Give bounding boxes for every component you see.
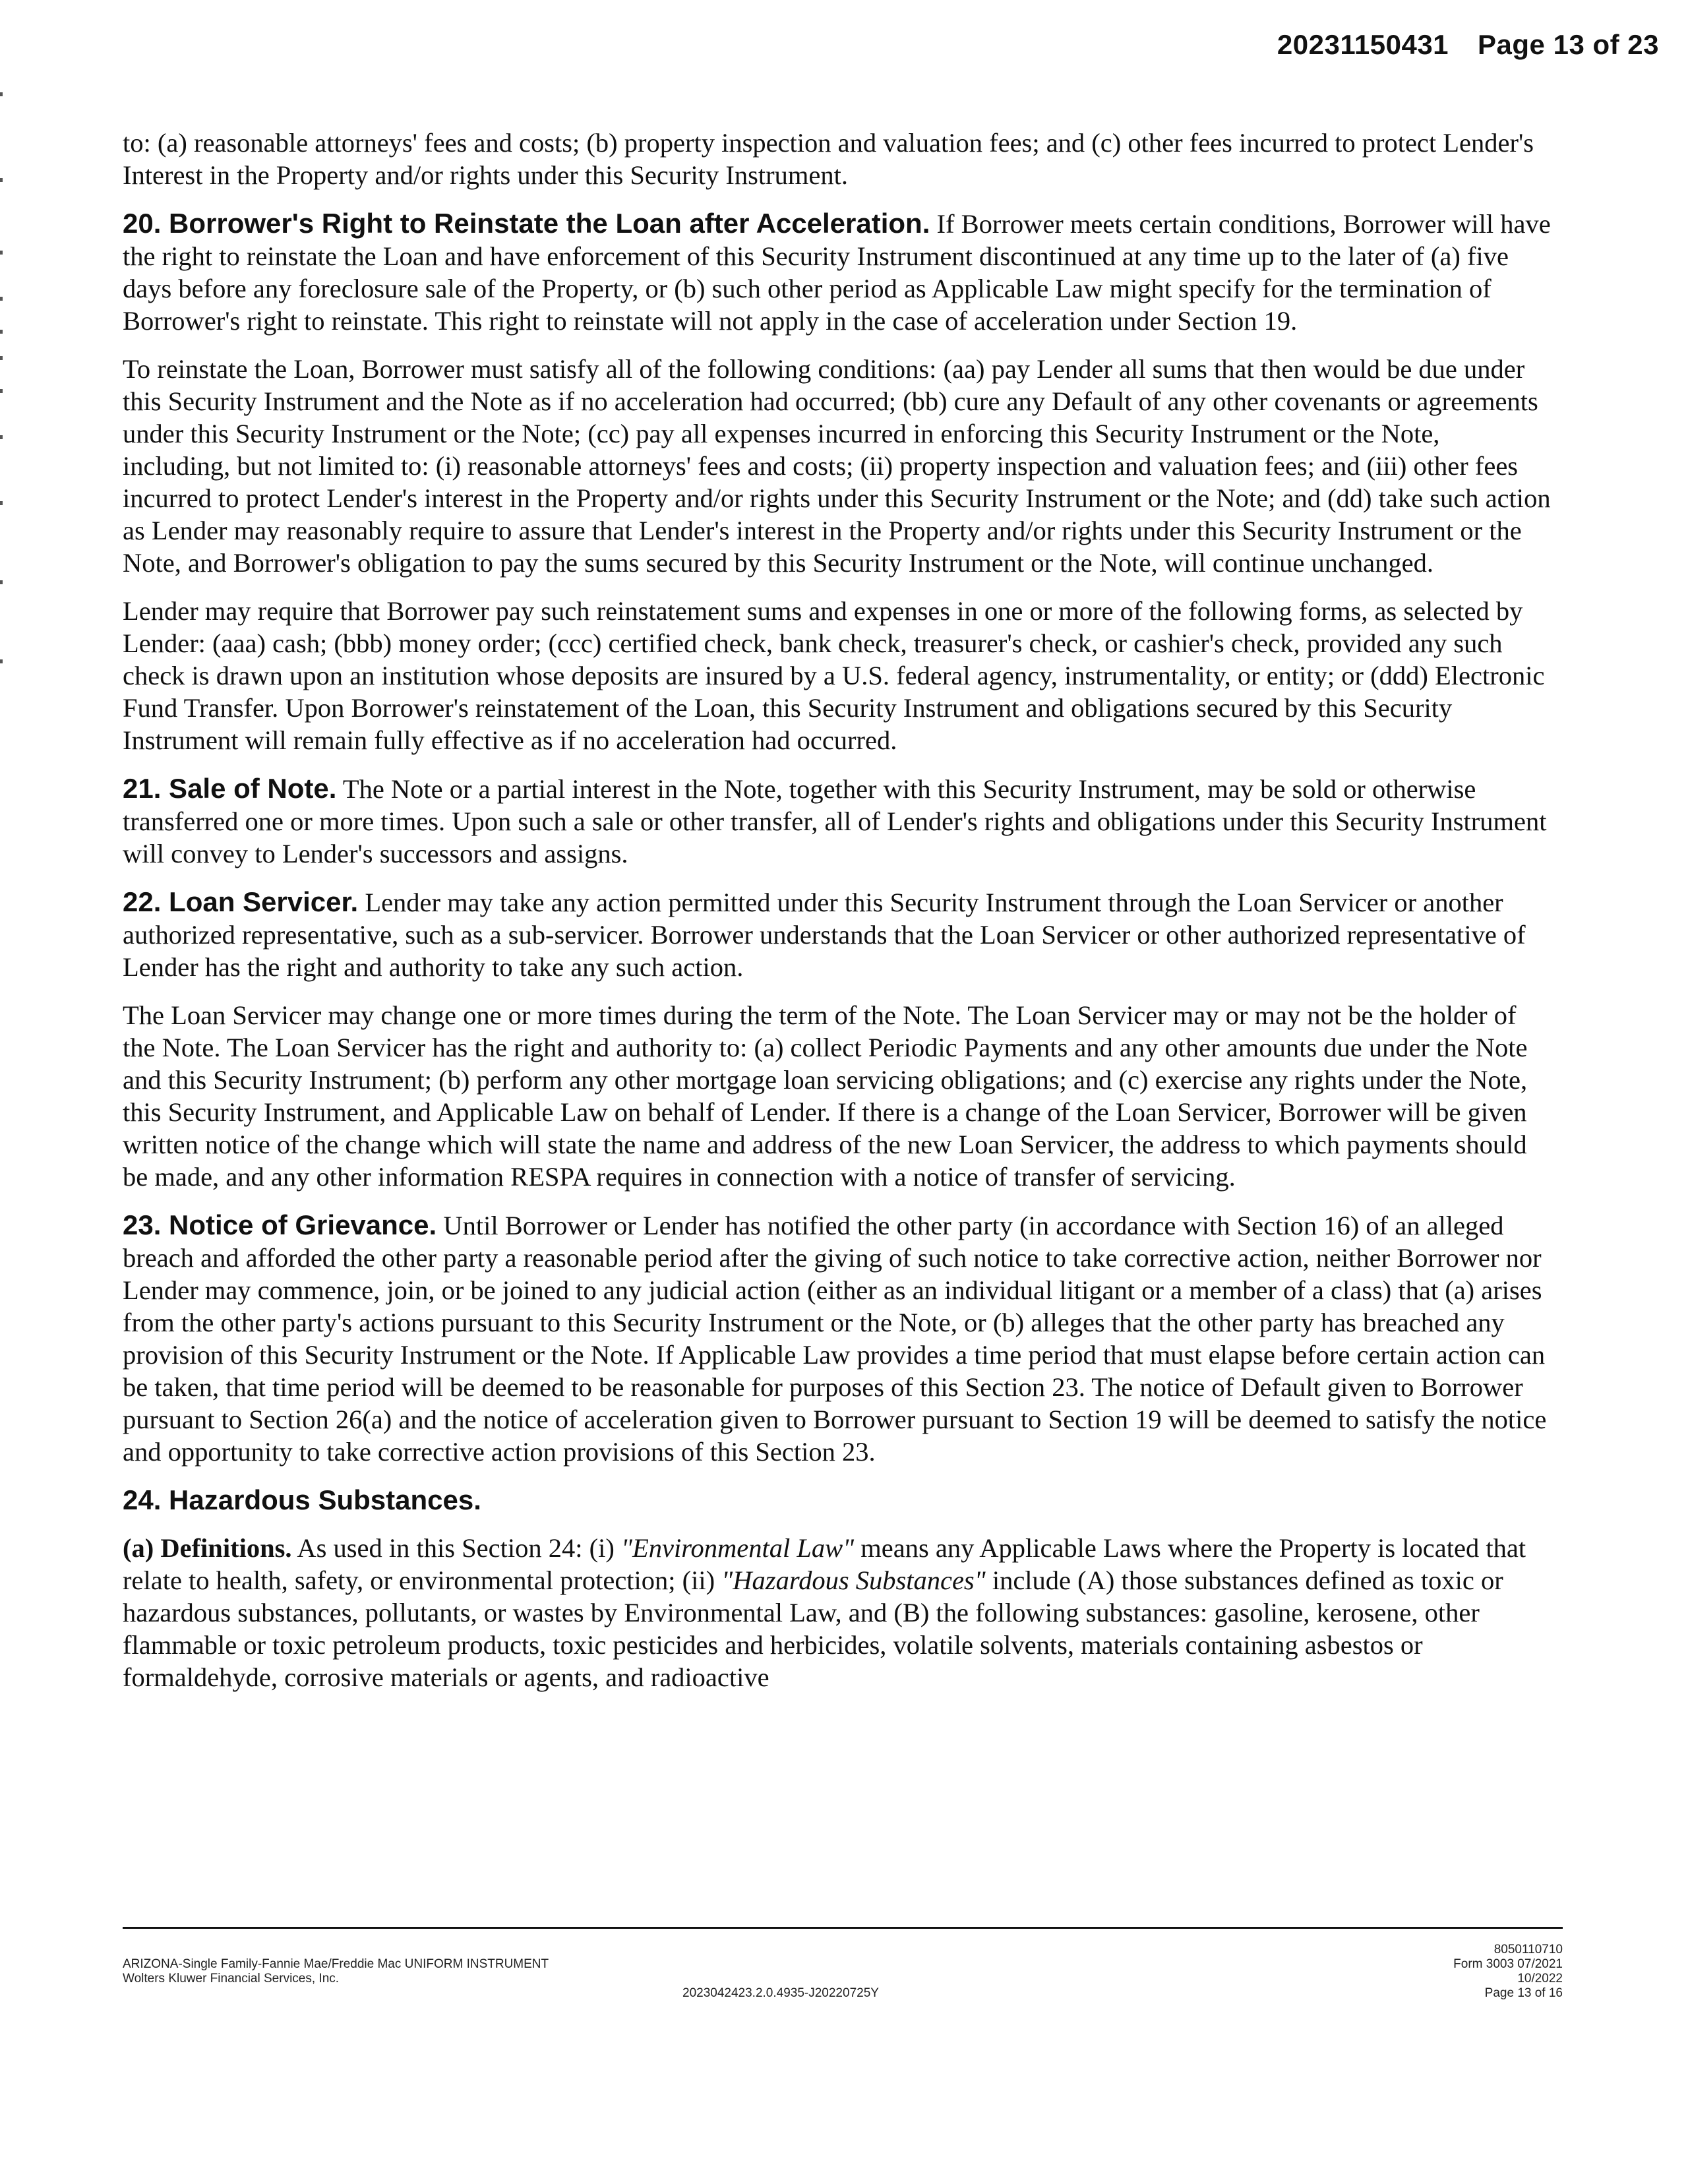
- footer-form-title: ARIZONA-Single Family-Fannie Mae/Freddie Mac UNIFORM INSTRUMENT: [123, 1957, 549, 1971]
- section-24a-label: (a) Definitions.: [123, 1533, 292, 1563]
- section-20-text-1: If Borrower meets certain conditions, Borrower will have the right to reinstate the Loan and have enforcement of this Security Instrument discontinued at any time up to the later of (a) five days before any foreclosure sale of the Property, or (b) such other period as Applicable Law might specify for the termination of Borrower's right to reinstate. This right to reinstate will not apply in the case of acceleration under Section 19.: [123, 209, 1551, 336]
- footer-publisher: Wolters Kluwer Financial Services, Inc.: [123, 1972, 340, 1986]
- footer-right: [1453, 1943, 1563, 2001]
- footer-divider: [123, 1927, 1563, 1929]
- recording-page-label: Page 13 of 23: [1478, 29, 1659, 60]
- intro-paragraph: to: (a) reasonable attorneys' fees and costs; (b) property inspection and valuation fees; and (c) other fees incurred to protect Lender's Interest in the Property and/or rights under this Security Instrument.: [123, 128, 1534, 190]
- term-environmental-law: "Environmental Law": [621, 1533, 855, 1563]
- section-20-paragraph-3: Lender may require that Borrower pay such reinstatement sums and expenses in one or more of the following forms, as selected by Lender: (aaa) cash; (bbb) money order; (ccc) certified check, bank check, treasurer's check, or cashier's check, provided any such check is drawn upon an institution whose deposits are insured by a U.S. federal agency, instrumentality, or entity; or (ddd) Electronic Fund Transfer. Upon Borrower's reinstatement of the Loan, this Security Instrument and obligations secured by this Security Instrument will remain fully effective as if no acceleration had occurred.: [123, 596, 1545, 755]
- footer-revision-date: 10/2022: [1517, 1972, 1563, 1986]
- section-20-paragraph-1: [123, 207, 1553, 337]
- footer-left: [123, 1957, 549, 1986]
- recording-number-header: [1277, 29, 1659, 61]
- section-20-paragraph-2: To reinstate the Loan, Borrower must satisfy all of the following conditions: (aa) pay Lender all sums that then would be due under this Security Instrument and the Note as if no acceleration had occurred; (bb) cure any Default of any other covenants or agreements under this Security Instrument or the Note; (cc) pay all expenses incurred in enforcing this Security Instrument or the Note, including, but not limited to: (i) reasonable attorneys' fees and costs; (ii) property inspection and valuation fees; and (iii) other fees incurred to protect Lender's interest in the Property and/or rights under this Security Instrument or the Note; and (dd) take such action as Lender may reasonably require to assure that Lender's interest in the Property and/or rights under this Security Instrument or the Note, and Borrower's obligation to pay the sums secured by this Security Instrument or the Note, will continue unchanged.: [123, 354, 1551, 578]
- document-number: 20231150431: [1277, 29, 1449, 60]
- section-24-heading: 24. Hazardous Substances.: [123, 1484, 481, 1515]
- document-body: [123, 127, 1553, 1709]
- footer-form-number: Form 3003 07/2021: [1453, 1957, 1563, 1971]
- term-hazardous-substances: "Hazardous Substances": [721, 1565, 986, 1595]
- footer-document-id: 2023042423.2.0.4935-J20220725Y: [682, 1986, 879, 2000]
- section-23-text: Until Borrower or Lender has notified the other party (in accordance with Section 16) of an alleged breach and afforded the other party a reasonable period after the giving of such notice to take corrective action, neither Borrower nor Lender may commence, join, or be joined to any judicial action (either as an individual litigant or a member of a class) that (a) arises from the other party's actions pursuant to this Security Instrument or the Note, or (b) alleges that the other party has breached any provision of this Security Instrument or the Note. If Applicable Law provides a time period that must elapse before certain action can be taken, that time period will be deemed to be reasonable for purposes of this Section 23. The notice of Default given to Borrower pursuant to Section 26(a) and the notice of acceleration given to Borrower pursuant to Section 19 will be deemed to satisfy the notice and opportunity to take corrective action provisions of this Section 23.: [123, 1211, 1547, 1467]
- section-21-heading: 21. Sale of Note.: [123, 773, 337, 804]
- section-22-paragraph-1: [123, 886, 1553, 983]
- scan-margin-marks: [0, 79, 4, 673]
- section-21-text: The Note or a partial interest in the Note, together with this Security Instrument, may be sold or otherwise transferred one or more times. Upon such a sale or other transfer, all of Lender's rights and obligations under this Security Instrument will convey to Lender's successors and assigns.: [123, 774, 1547, 868]
- section-22-paragraph-2: The Loan Servicer may change one or more times during the term of the Note. The Loan Servicer may or may not be the holder of the Note. The Loan Servicer has the right and authority to: (a) collect Periodic Payments and any other amounts due under the Note and this Security Instrument; (b) perform any other mortgage loan servicing obligations; and (c) exercise any rights under the Note, this Security Instrument, and Applicable Law on behalf of Lender. If there is a change of the Loan Servicer, Borrower will be given written notice of the change which will state the name and address of the new Loan Servicer, the address to which payments should be made, and any other information RESPA requires in connection with a notice of transfer of servicing.: [123, 1000, 1528, 1192]
- section-24a-text-2: means any Applicable Laws where the Property is located that relate to health, safety, or environmental protection; (ii): [123, 1533, 1526, 1595]
- section-22-text-1: Lender may take any action permitted under this Security Instrument through the Loan Servicer or another authorized representative, such as a sub-servicer. Borrower understands that the Loan Servicer or other authorized representative of Lender has the right and authority to take any such action.: [123, 888, 1526, 982]
- section-24a-text-3: include (A) those substances defined as toxic or hazardous substances, pollutants, or wastes by Environmental Law, and (B) the following substances: gasoline, kerosene, other flammable or toxic petroleum products, toxic pesticides and herbicides, volatile solvents, materials containing asbestos or formaldehyde, corrosive materials or agents, and radioactive: [123, 1565, 1503, 1692]
- section-23-paragraph: [123, 1209, 1553, 1468]
- footer-page-number: Page 13 of 16: [1484, 1986, 1563, 2000]
- section-23-heading: 23. Notice of Grievance.: [123, 1209, 437, 1240]
- section-20-heading: 20. Borrower's Right to Reinstate the Loan after Acceleration.: [123, 208, 930, 239]
- section-24a-paragraph: [123, 1532, 1553, 1693]
- footer-loan-number: 8050110710: [1493, 1943, 1563, 1957]
- page-footer: [123, 1943, 1563, 2022]
- section-21-paragraph: [123, 772, 1553, 870]
- section-22-heading: 22. Loan Servicer.: [123, 886, 359, 917]
- section-24a-text-1: As used in this Section 24: (i): [297, 1533, 615, 1563]
